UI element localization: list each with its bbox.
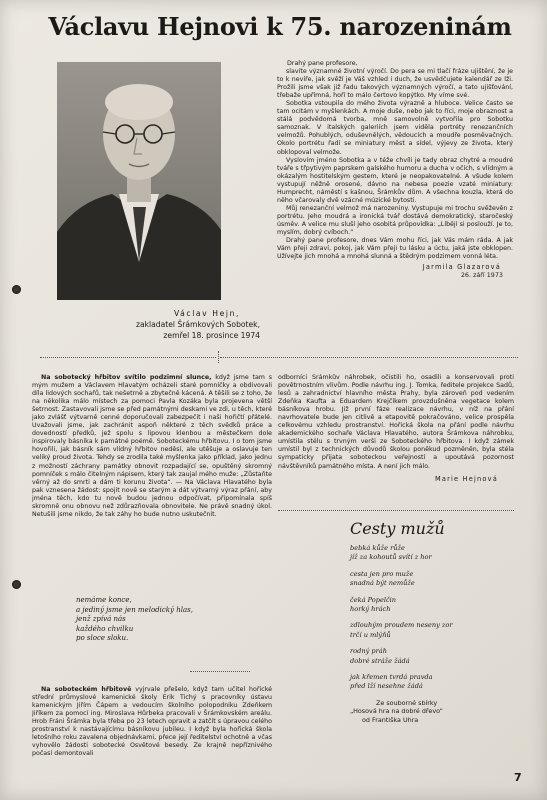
poem-line: horký hrách (350, 605, 391, 614)
caption-line: zemřel 18. prosince 1974 (163, 331, 260, 340)
divider (220, 357, 518, 358)
divider (218, 351, 219, 363)
letter-date: 26. září 1973 (460, 271, 503, 280)
page-title: Václavu Hejnovi k 75. narozeninám (48, 12, 512, 41)
poem-line: nemáme konce, (76, 596, 132, 604)
poem-line: cesta jen pro muže (350, 569, 414, 578)
letter-column (277, 60, 513, 350)
poem-stanza (350, 621, 500, 640)
poem-title: Cesty mužů (350, 519, 445, 538)
poem-line: po sloce sloku. (76, 634, 129, 642)
article2-column (32, 686, 272, 776)
poem-cesty-muzu (350, 544, 500, 724)
punch-hole (12, 580, 21, 589)
photo-caption (40, 308, 260, 341)
poem-line: jenž zpívá nás (76, 615, 126, 623)
letter-paragraph: Můj renezanční velmož má narozeniny. Vystupuje mi trochu svěževěn z portrétu. Jeho moudrá a ironická tvář dostává demokratický, staročeský úsměv. A velice mu sluší jeho osobitá průpovídka: „Líbějí si poslouží. Je to, myslím, dobrý cvíboch.“ (277, 204, 513, 236)
page-number: 7 (514, 771, 522, 784)
source-line: Ze souborné sbírky (376, 698, 438, 707)
article-column-left (32, 374, 272, 588)
poem-source (350, 699, 500, 725)
poem-line: rodný práh (350, 647, 387, 656)
letter-greeting: Drahý pane profesore, (287, 60, 358, 67)
punch-hole (12, 285, 21, 294)
poem-line: snadná být nemůže (350, 579, 415, 588)
poem-line: jíž za kohoutů svítí z hor (350, 553, 432, 562)
article-lead: Na sobotecký hřbitov svítilo podzimní slunce, (41, 374, 212, 381)
divider (190, 671, 250, 672)
poem-stanza (350, 544, 500, 563)
letter-paragraph: slavíte významné životní výročí. Do pera se mi tlačí fráze ujištění, že je to k nevíře, jak svěží je Váš vzhled i duch, že usvědčujete kalendář ze lži. Prožili jsme však již řadu takových významných výročí, a tato ujišťování, třebaže upřímná, hoří to málo čertovo kopýtko. My víme své. (277, 68, 513, 100)
poem-line: a jediný jsme jen melodický hlas, (76, 605, 193, 614)
source-line: od Františka Uhra (362, 715, 419, 724)
letter-signature: Jarmila Glazarová (422, 263, 501, 272)
poem-excerpt (76, 596, 193, 644)
letter-paragraph: Drahý pane profesore, dnes Vám mohu říci, jak Vás mám ráda. A jak Vám přeji zdraví, pokoj, jak Vám přeji tu lásku a úctu, jaká jste obklopen. Užívejte jich mnohá a mnohá slunná a štědrým podzimem vonná léta. (277, 237, 513, 261)
divider (278, 510, 514, 511)
poem-stanza (350, 647, 500, 666)
poem-line: zdlouhým proudem neseny zor (350, 621, 453, 630)
letter-paragraph: Sobotka vstoupila do mého života výrazně a hluboce. Velice často se tam ocitám v myšlenkách. A moje duše, nebo jak to říci, moje obraznost a stálá podvědomá tvorba, mně samovolně vytvořila pro Sobotku samoznak. V italských galeriích jsem viděla portréty renezančních velmožů. Pohublých, oduševnělých, vědoucích a moudře posměvačných. Okolo portrétu řadí se miniatury měst a sídel, výjevy ze života, který obklopoval velmože. (277, 100, 513, 156)
poem-line: čeká Popelčin (350, 595, 397, 604)
portrait-illustration (57, 62, 221, 300)
poem-line: před lží nesehne žádá (350, 682, 423, 691)
poem-line: trčí u mlýňů (350, 630, 391, 639)
source-line: „Hosová hra na dobré dřevo“ (350, 707, 443, 716)
article2-lead: Na soboteckém hřbitově (41, 686, 132, 693)
article-paragraph: když jsme tam s mým mužem a Václavem Hlavatým ocházeli staré pomníčky a obdivovali díla lidových sochařů, tak nešetrně a zbytečně kácená. A těšili se z toho, že na několika málo místech za pomoci Pavla Kozáka byla projevena větší šetrnost. Zastavovali jsme se před památnými deskami ve zdi, u těch, které jako zvlášť výtvarně cenné doporučovali zabezpečit i naši hořičtí přátelé. Uvažovali jsme, jak zachránit aspoň některé z těch svědků práce a dovedností předků, jež spolu s lipovou klenbou a městečkem dole inspirovaly básníka k památné poémě. Soboteckému hřbitovu. I o tom jsme hovořili, jak básník sám vlídný hřbitov neděsí, ale utěšuje a oslavuje ten veliký proud života. Tehdy se zrodila také myšlenka jako příklad, jako jednu z možností záchrany památky obnovit rozpadající se, opuštěný skromný pomníček s málo čitelným nápisem, který tak zaujal mého muže: „Zůstaňte věrný až do smrti a dám ti korunu života“. — Na Václava Hlavatého byla pak vznesena žádost: spojit nově se starým a dát výtvarný výraz přání, aby jména těch, kdo tu nově budou jednou odpočívat, připomínala spíš skromně onu obnovu než zdůrazňovala obnovitele. Ne právě snadný úkol. Netušili jsme nikdo, že tak záhy ho bude nutno uskutečnit. (32, 374, 272, 518)
poem-line: jak křemen tvrdá pravda (350, 673, 433, 682)
poem-line: bebká kůže růže (350, 544, 405, 552)
poem-stanza (350, 673, 500, 692)
letter-paragraph: Vyslovím jméno Sobotka a v téže chvíli je tady obraz chytré a moudré tváře s třpytivým paprskem galského humoru a ducha v očích, s vlídným a okázalým hostitelským gestem, které je neopakovatelné. A všude kolem vystupují něžně orosené, dávno na nebesa poezie vzaté miniatury: Humprecht, náměstí s kašnou, Šrámkův dům. A všechna kouzla, která do něho včarovaly dvě vzácné múzické bytosti. (277, 156, 513, 204)
poem-line: každého chvilku (76, 624, 134, 633)
article-paragraph: vyjrvale přešelo, když tam učitel hořické střední průmyslové kamenické školy Erik Tichý s pracovníky ústavu kamenickým Jiřím Čápem a vedoucím školního polopodniku Zdeňkem Jiříkem za pomocí ing. Miroslava Hůrbeka pracovali v Šrámkovském areálu. Hrob Fráni Šrámka byla třeba po 23 letech opravit a zatčít s úpravou celého prostranství k nastávajícímu básníkovu jubileu. I když byla hořická škola letošního roku zavalena objednávkami, přece její ředitelství ochotně a včas vyhovělo žádosti sobotecké Osvětové besedy. Ze krajně nepříznivého počasí demontovali (32, 686, 272, 758)
poem-line: dobré stráže žádá (350, 656, 410, 665)
article-paragraph: odborníci Šrámkův náhrobek, očistili ho, osadili a konservovali proti povětrnostním vlivům. Podle návrhu ing. J. Tomka, ředitele projekce Sadů, lesů a zahradnictví hlavního města Prahy, byla zároveň pod vedením Zdeňka Kaufta a Eduardem Krejčíkem provzdušněna vegetace kolem básníkova hrobu. Již první fáze realizace návrhu, v níž na přání navrhovatele bude jen citlivě a etapovitě pokračováno, velice prospěla celkovému vzhledu prostranství. Hořická škola na přání podle návrhu akademického sochaře Václava Hlavatého, autora Šrámkova náhrobku, umístila stélu s trvným verši ze Soboteckého hřbitova. I když zámek umístil byl z technických důvodů školou poněkud pozměněn, byla stéla sympaticky přijata soboteckou veřejností a upoutává pozornost návštěvníků památného místa. A není jich málo. (278, 374, 514, 470)
divider (40, 357, 216, 358)
caption-name: Václav Hejn, (173, 309, 240, 318)
poem-stanza (350, 596, 500, 615)
portrait-photo (57, 62, 221, 300)
article-column-right (278, 374, 514, 510)
caption-line: zakladatel Šrámkových Sobotek, (136, 320, 260, 329)
article-signature: Marie Hejnová (434, 474, 498, 483)
poem-stanza (350, 570, 500, 589)
